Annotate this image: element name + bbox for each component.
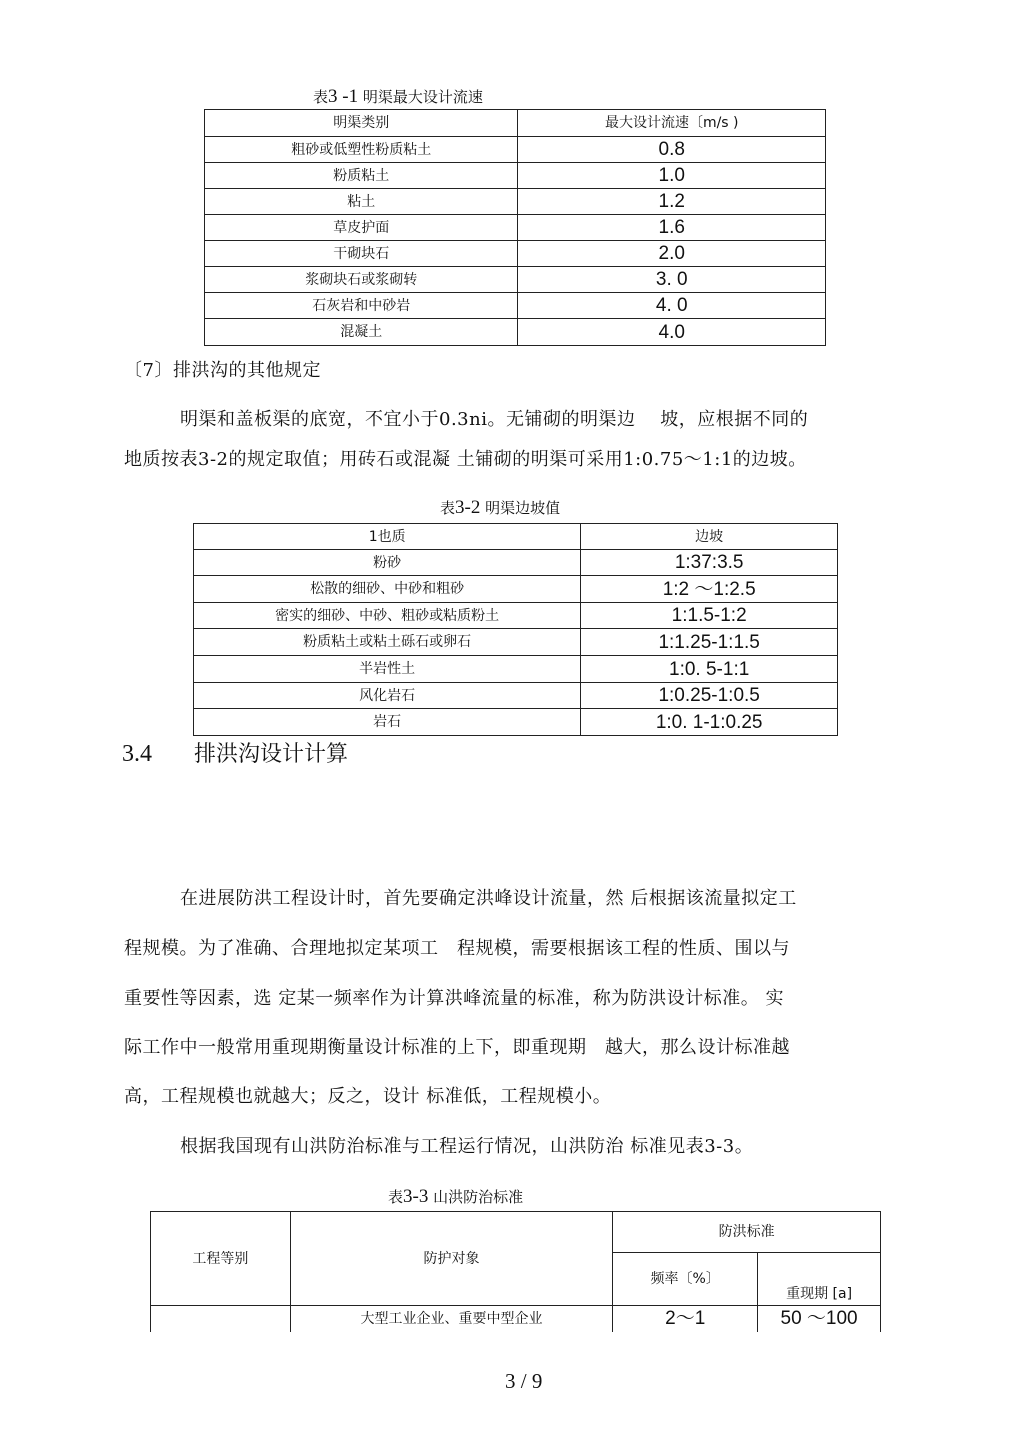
table1-cell: 1.0 (518, 163, 826, 189)
body-line-2: 程规模。为了准确、合理地拟定某项工 程规模，需要根据该工程的性质、围以与 (124, 938, 790, 959)
table2-cell: 1:37:3.5 (581, 550, 838, 576)
caption-text: 山洪防治标准 (433, 1188, 524, 1206)
section7-line-1: 明渠和盖板渠的底宽，不宜小于0.3ni。无铺砌的明渠边 坡，应根据不同的 (180, 409, 809, 430)
table2-cell: 1:0.25-1:0.5 (581, 683, 838, 709)
table2-cell: 风化岩石 (194, 683, 581, 709)
section-title: 排洪沟设计计算 (194, 742, 349, 767)
caption-prefix: 表 (313, 88, 329, 106)
caption-prefix: 表 (440, 499, 456, 517)
table-3-3 (150, 1211, 881, 1332)
table1-cell: 混凝土 (205, 319, 518, 346)
table1-cell: 2.0 (518, 241, 826, 267)
page-number: 3 / 9 (505, 1369, 543, 1393)
table-3-1 (204, 109, 826, 346)
table1-caption (313, 86, 483, 108)
table1-cell: 3. 0 (518, 267, 826, 293)
table2-caption (440, 497, 560, 519)
section-number: 3.4 (122, 741, 152, 767)
table1-cell: 石灰岩和中砂岩 (205, 293, 518, 319)
table1-cell: 1.2 (518, 189, 826, 215)
caption-prefix: 表 (388, 1188, 404, 1206)
body-line-3: 重要性等因素，选 定某一频率作为计算洪峰流量的标准，称为防洪设计标准。 实 (124, 988, 784, 1009)
table2-cell: 松散的细砂、中砂和粗砂 (194, 576, 581, 603)
table1-cell: 浆砌块石或浆砌转 (205, 267, 518, 293)
caption-text: 明渠最大设计流速 (362, 88, 483, 106)
table3-cell (151, 1306, 291, 1332)
body-line-4: 际工作中一般常用重现期衡量设计标准的上下，即重现期 越大，那么设计标准越 (124, 1037, 790, 1058)
table3-caption (388, 1186, 523, 1208)
section7-line-2: 地质按表3-2的规定取值；用砖石或混凝 土铺砌的明渠可采用1:0.75～1:1的边坡。 (124, 449, 807, 470)
table3-cell: 2～1 (613, 1306, 758, 1332)
table-3-2 (193, 523, 838, 736)
table1-cell: 4. 0 (518, 293, 826, 319)
table2-cell: 1:0. 1-1:0.25 (581, 709, 838, 736)
table2-cell: 岩石 (194, 709, 581, 736)
table1-header-category: 明渠类别 (205, 110, 518, 137)
caption-text: 明渠边坡值 (485, 499, 561, 517)
table2-header-slope: 边坡 (581, 524, 838, 550)
table1-cell: 0.8 (518, 137, 826, 163)
caption-number: 3-2 (455, 497, 481, 518)
table3-header-period: 重现期 [a] (758, 1253, 881, 1306)
section-heading (122, 737, 348, 768)
table3-cell: 大型工业企业、重要中型企业 (290, 1306, 613, 1332)
table2-cell: 半岩性土 (194, 656, 581, 683)
table1-cell: 草皮护面 (205, 215, 518, 241)
body-line-6: 根据我国现有山洪防治标准与工程运行情况，山洪防治 标准见表3-3。 (180, 1136, 754, 1157)
table2-cell: 密实的细砂、中砂、粗砂或粘质粉土 (194, 603, 581, 629)
table2-cell: 1:1.5-1:2 (581, 603, 838, 629)
table2-header-geology: 1也质 (194, 524, 581, 550)
table1-cell: 1.6 (518, 215, 826, 241)
table2-cell: 粉质粘土或粘土砾石或卵石 (194, 629, 581, 656)
table2-cell: 1:0. 5-1:1 (581, 656, 838, 683)
caption-number: 3-3 (403, 1186, 429, 1207)
table1-cell: 粘土 (205, 189, 518, 215)
section7-title: 〔7〕排洪沟的其他规定 (124, 360, 321, 381)
table1-cell: 粗砂或低塑性粉质粘土 (205, 137, 518, 163)
body-line-1: 在进展防洪工程设计时，首先要确定洪峰设计流量，然 后根据该流量拟定工 (180, 888, 797, 909)
table1-cell: 干砌块石 (205, 241, 518, 267)
table1-header-velocity: 最大设计流速〔m/s ) (518, 110, 826, 137)
body-line-5: 高，工程规模也就越大；反之，设计 标准低，工程规模小。 (124, 1086, 612, 1107)
table3-header-object: 防护对象 (290, 1212, 613, 1306)
table1-cell: 4.0 (518, 319, 826, 346)
table2-cell: 粉砂 (194, 550, 581, 576)
table3-header-standard: 防洪标准 (613, 1212, 881, 1253)
table3-header-grade: 工程等别 (151, 1212, 291, 1306)
table2-cell: 1:1.25-1:1.5 (581, 629, 838, 656)
table2-cell: 1:2 ～1:2.5 (581, 576, 838, 603)
table1-cell: 粉质粘土 (205, 163, 518, 189)
caption-number: 3 -1 (328, 86, 359, 107)
table3-cell: 50 ～100 (758, 1306, 881, 1332)
table3-header-frequency: 频率〔%〕 (613, 1253, 758, 1306)
